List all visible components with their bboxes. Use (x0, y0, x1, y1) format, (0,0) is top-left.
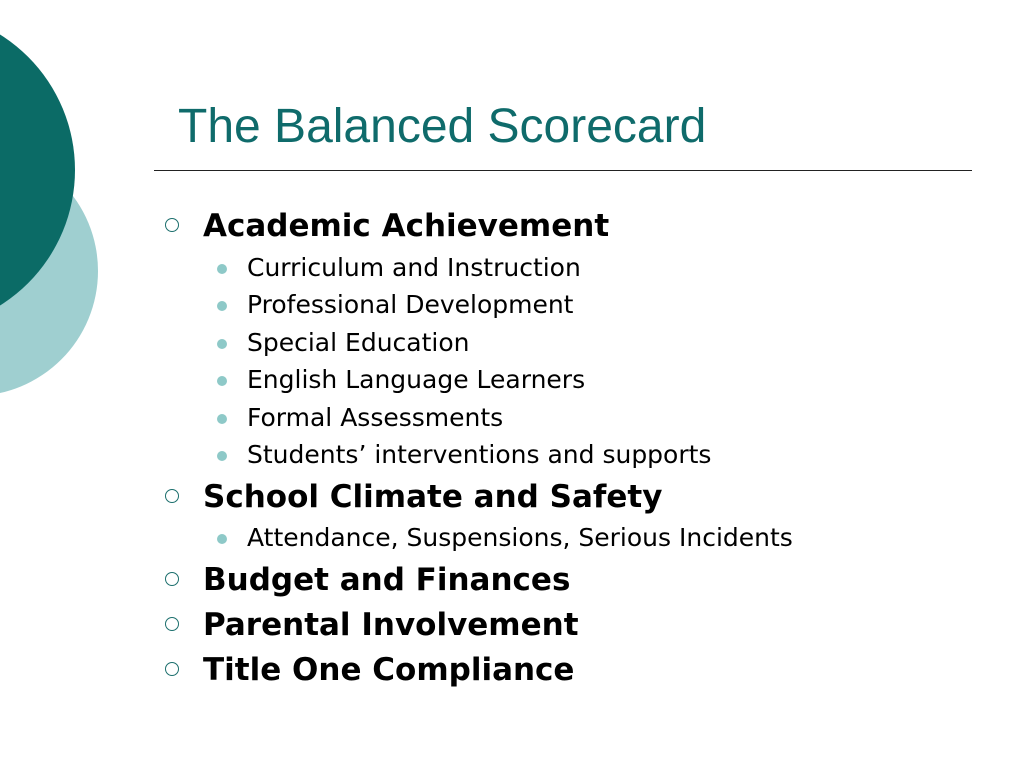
section-heading-text: Academic Achievement (203, 208, 610, 244)
section-heading-budget (203, 561, 570, 599)
hollow-circle-bullet-icon (165, 572, 179, 586)
list-item-text: Curriculum and Instruction (247, 253, 581, 282)
filled-dot-bullet-icon (217, 301, 227, 311)
section-heading-school-climate (203, 478, 662, 516)
list-item-text: Special Education (247, 328, 470, 357)
hollow-circle-bullet-icon (165, 218, 179, 232)
list-item-text: Students’ interventions and supports (247, 440, 712, 469)
list-item-text: Formal Assessments (247, 403, 504, 432)
list-item (247, 327, 470, 359)
hollow-circle-bullet-icon (165, 489, 179, 503)
section-heading-academic-achievement (203, 207, 609, 245)
list-item (247, 289, 574, 321)
section-heading-title-one (203, 651, 574, 689)
filled-dot-bullet-icon (217, 414, 227, 424)
list-item (247, 364, 585, 396)
filled-dot-bullet-icon (217, 534, 227, 544)
section-heading-text: School Climate and Safety (203, 479, 663, 515)
section-heading-text: Parental Involvement (203, 607, 579, 643)
list-item (247, 252, 581, 284)
filled-dot-bullet-icon (217, 376, 227, 386)
slide-title: The Balanced Scorecard (178, 100, 707, 153)
filled-dot-bullet-icon (217, 264, 227, 274)
list-item-text: Professional Development (247, 290, 574, 319)
section-heading-text: Title One Compliance (203, 652, 575, 688)
list-item-text: English Language Learners (247, 365, 586, 394)
list-item-text: Attendance, Suspensions, Serious Incidents (247, 523, 793, 552)
section-heading-text: Budget and Finances (203, 562, 571, 598)
section-heading-parental (203, 606, 579, 644)
list-item (247, 402, 503, 434)
list-item (247, 522, 793, 554)
hollow-circle-bullet-icon (165, 617, 179, 631)
filled-dot-bullet-icon (217, 339, 227, 349)
list-item (247, 439, 711, 471)
filled-dot-bullet-icon (217, 451, 227, 461)
hollow-circle-bullet-icon (165, 662, 179, 676)
